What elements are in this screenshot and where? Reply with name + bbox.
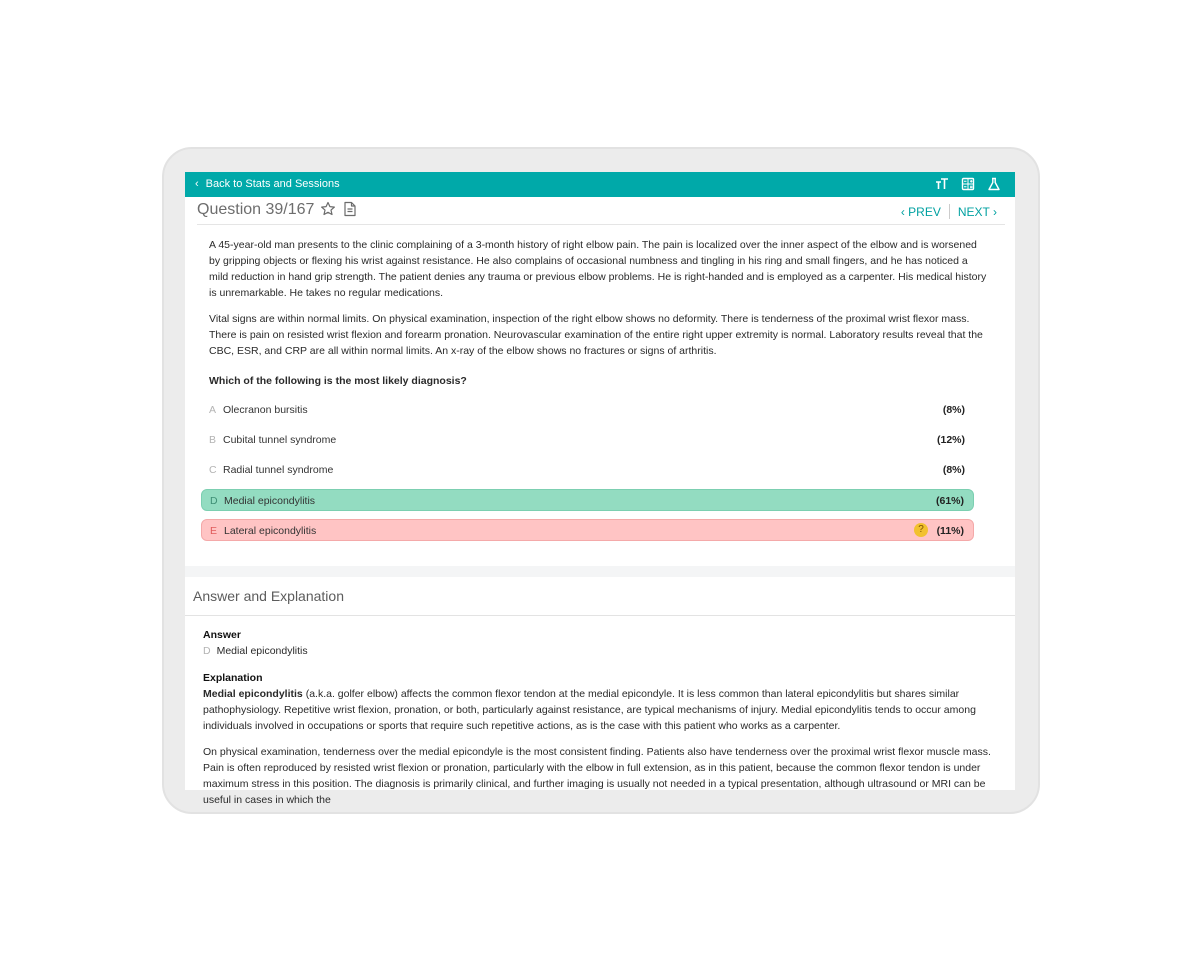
answer-options <box>201 399 974 549</box>
toolbar <box>935 177 1001 191</box>
explanation-content <box>203 628 1003 818</box>
question-title: Question 39/167 <box>197 201 315 218</box>
prev-button[interactable]: ‹ PREV <box>900 204 941 219</box>
text-size-icon[interactable] <box>935 177 949 191</box>
option-label: Cubital tunnel syndrome <box>223 434 337 446</box>
question-nav <box>901 204 997 219</box>
option-label: Olecranon bursitis <box>223 404 308 416</box>
answer-text: Medial epicondylitis <box>216 645 308 657</box>
calculator-icon[interactable] <box>961 177 975 191</box>
option-letter: E <box>210 525 218 537</box>
chevron-left-icon: ‹ <box>195 177 199 190</box>
option-a[interactable] <box>201 399 974 421</box>
explanation-heading: Explanation <box>203 672 263 684</box>
back-label: Back to Stats and Sessions <box>205 178 340 190</box>
answer-section-body <box>185 616 1015 806</box>
stem-paragraph: A 45-year-old man presents to the clinic complaining of a 3-month history of right elbow pain. The pain is localized over the inner aspect of the elbow and is worsened by gripping objects or flexing his wrist against resistance. He also complains of occasional numbness and tingling in his ring and small fingers, and he has noticed a mild reduction in hand grip strength. The patient denies any trauma or previous elbow problems. He is right-handed and is employed as a carpenter. His medical history is unremarkable. He takes no regular medications. <box>209 239 987 299</box>
answer-heading: Answer <box>203 629 241 641</box>
option-b[interactable] <box>201 429 974 451</box>
notes-icon[interactable] <box>343 201 357 217</box>
answer-letter: D <box>203 645 211 657</box>
option-label: Lateral epicondylitis <box>224 525 317 537</box>
next-button[interactable]: NEXT › <box>957 204 997 219</box>
option-percent: (61%) <box>935 495 964 507</box>
option-e[interactable] <box>201 519 974 541</box>
question-prompt: Which of the following is the most likely diagnosis? <box>209 375 467 387</box>
option-percent: (8%) <box>942 464 965 476</box>
question-card <box>185 197 1015 566</box>
explanation-text: (a.k.a. golfer elbow) affects the common flexor tendon at the medial epicondyle. It is less common than lateral epicondylitis but shares similar pathophysiology. Repetitive wrist flexion, pronation, or both, particularly against resistance, are typical mechanisms of injury. Medial epicondylitis tends to occur among individuals involved in occupations or sports that require such repetitive actions, as is the case with this patient who works as a carpenter. <box>203 688 976 732</box>
option-letter: D <box>210 495 218 507</box>
option-letter: B <box>209 434 217 446</box>
correct-answer <box>203 643 1003 659</box>
app-screen <box>185 172 1015 806</box>
back-link[interactable] <box>195 178 340 190</box>
star-icon[interactable] <box>320 201 336 217</box>
next-label: NEXT <box>957 204 990 219</box>
option-c[interactable] <box>201 459 974 481</box>
explanation-paragraph: On physical examination, tenderness over the medial epicondyle is the most consistent finding. Patients also have tenderness over the proximal wrist flexor muscle mass. Pain is often reproduced by resisted wrist flexion or pronation, particularly with the elbow in full extension, as in this patient, because the common flexor tendon is under maximum stress in this position. The diagnosis is primarily clinical, and further imaging is usually not needed in a typical presentation, although ultrasound or MRI can be useful in cases in which the <box>203 746 991 806</box>
option-percent: (12%) <box>936 434 965 446</box>
nav-divider <box>949 204 950 219</box>
stem-paragraph: Vital signs are within normal limits. On physical examination, inspection of the right elbow shows no deformity. There is tenderness of the proximal wrist flexor mass. There is pain on resisted wrist flexion and forearm pronation. Neurovascular examination of the entire right upper extremity is normal. Laboratory results reveal that the CBC, ESR, and CRP are all within normal limits. An x-ray of the elbow shows no fractures or signs of arthritis. <box>209 313 983 357</box>
lab-values-icon[interactable] <box>987 177 1001 191</box>
explanation-paragraph <box>203 686 1003 734</box>
explanation-term: Medial epicondylitis <box>203 688 303 700</box>
option-letter: C <box>209 464 217 476</box>
option-label: Radial tunnel syndrome <box>223 464 334 476</box>
answer-section-title: Answer and Explanation <box>193 588 344 604</box>
option-percent: (11%) <box>936 525 964 537</box>
thinking-face-icon: ? <box>914 523 928 537</box>
top-bar <box>185 172 1015 197</box>
option-percent: (8%) <box>942 404 965 416</box>
option-d[interactable] <box>201 489 974 511</box>
option-label: Medial epicondylitis <box>224 495 316 507</box>
question-header <box>197 197 1005 225</box>
question-stem <box>209 237 989 399</box>
answer-section-header <box>185 577 1015 616</box>
prev-label: PREV <box>908 204 941 219</box>
option-letter: A <box>209 404 217 416</box>
